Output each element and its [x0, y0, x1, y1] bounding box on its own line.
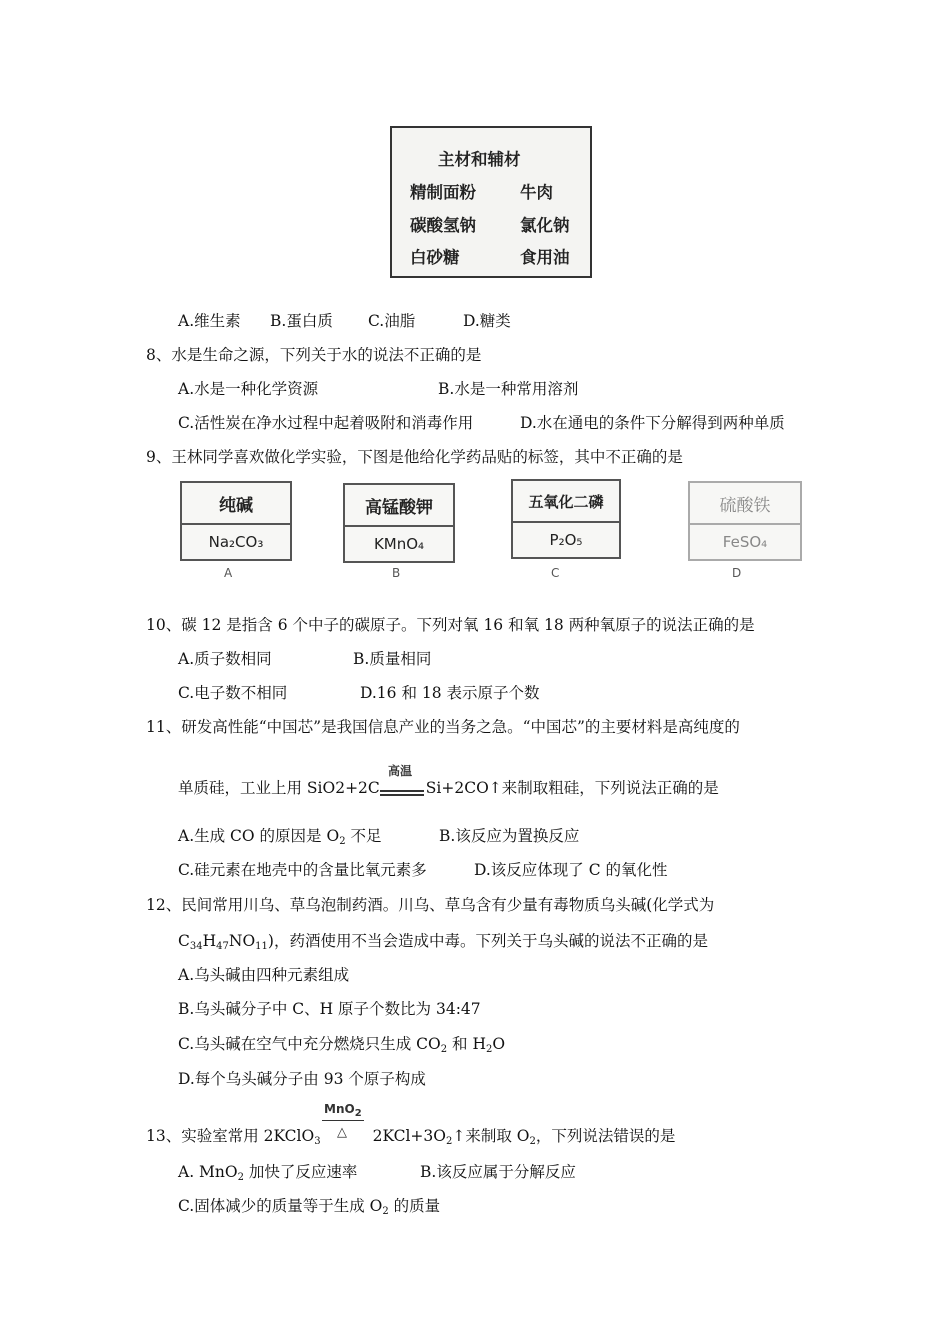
q12-option-d: D.每个乌头碱分子由 93 个原子构成: [178, 1070, 426, 1088]
q7-option-b: B.蛋白质: [270, 312, 333, 330]
ingredient-item: 精制面粉: [410, 183, 476, 202]
q11-option-a: A.生成 CO 的原因是 $O_2$ 不足: [178, 827, 382, 847]
q7-option-a: A.维生素: [178, 312, 241, 330]
q7-option-d: D.糖类: [463, 312, 511, 330]
reagent-label-c: [511, 479, 621, 559]
reagent-label-d: [688, 481, 802, 561]
q13-option-b: B.该反应属于分解反应: [420, 1163, 576, 1181]
reagent-formula: KMnO₄: [373, 535, 425, 553]
q7-option-c: C.油脂: [368, 312, 416, 330]
ingredients-box: [390, 126, 592, 278]
q10-option-d: D.16 和 18 表示原子个数: [360, 684, 540, 702]
q11-option-b: B.该反应为置换反应: [439, 827, 580, 845]
q8-option-a: A.水是一种化学资源: [178, 380, 319, 398]
reagent-name: 高锰酸钾: [345, 485, 453, 527]
q11-stem: 11、研发高性能“中国芯”是我国信息产业的当务之急。“中国芯”的主要材料是高纯度的: [146, 718, 740, 736]
q11-text-pre: 单质硅，工业上用 SiO2+2C: [178, 779, 380, 797]
q10-option-b: B.质量相同: [353, 650, 432, 668]
reagent-name: 硫酸铁: [690, 483, 800, 525]
q10-option-a: A.质子数相同: [178, 650, 272, 668]
reagent-letter: A: [224, 566, 233, 580]
ingredient-item: 食用油: [520, 248, 570, 267]
reagent-label-a: [180, 481, 292, 561]
ingredient-item: 碳酸氢钠: [410, 216, 476, 235]
reagent-letter: B: [392, 566, 401, 580]
ingredient-item: 氯化钠: [520, 216, 570, 235]
q11-equation-line: [178, 778, 719, 798]
reagent-formula: FeSO₄: [722, 533, 768, 551]
q11-text-post: Si+2CO↑来制取粗硅，下列说法正确的是: [425, 779, 719, 797]
reagent-formula: P₂O₅: [549, 531, 583, 549]
q10-stem: 10、碳 12 是指含 6 个中子的碳原子。下列对氧 16 和氧 18 两种氧原子的说法正确的是: [146, 616, 755, 634]
q8-option-b: B.水是一种常用溶剂: [438, 380, 579, 398]
heat-symbol: △: [337, 1125, 347, 1140]
ingredient-item: 牛肉: [520, 183, 553, 202]
q11-option-d: D.该反应体现了 C 的氧化性: [474, 861, 668, 879]
q13-catalyst: MnO$_2$: [324, 1102, 362, 1119]
ingredient-item: 白砂糖: [410, 248, 460, 267]
q12-stem: 12、民间常用川乌、草乌泡制药酒。川乌、草乌含有少量有毒物质乌头碱(化学式为: [146, 896, 715, 914]
q13-stem: 13、实验室常用 2KClO$_3$ $2KCl+3O_2↑$来制取 $O_2$，下列说法错误的是: [146, 1127, 676, 1147]
reaction-bar: [322, 1120, 364, 1121]
reagent-letter: D: [732, 566, 742, 580]
reagent-formula: Na₂CO₃: [208, 533, 264, 551]
reagent-name: 纯碱: [182, 483, 290, 525]
q11-condition: 高温: [388, 764, 413, 778]
q9-stem: 9、王林同学喜欢做化学实验，下图是他给化学药品贴的标签，其中不正确的是: [146, 448, 683, 466]
q11-option-c: C.硅元素在地壳中的含量比氧元素多: [178, 861, 427, 879]
reagent-name: 五氧化二磷: [513, 481, 619, 523]
equals-bar: [380, 794, 424, 796]
q10-option-c: C.电子数不相同: [178, 684, 288, 702]
ingredients-title: 主材和辅材: [438, 150, 521, 169]
reagent-letter: C: [551, 566, 560, 580]
q8-stem: 8、水是生命之源，下列关于水的说法不正确的是: [146, 346, 482, 364]
q12-formula-line: $C_{34}H_{47}NO_{11}$)，药酒使用不当会造成中毒。下列关于乌头碱的说法不正确的是: [178, 932, 708, 952]
q12-option-a: A.乌头碱由四种元素组成: [178, 966, 350, 984]
q13-option-a: A. MnO$_2$ 加快了反应速率: [178, 1163, 358, 1183]
reagent-label-b: [343, 483, 455, 563]
q12-option-b: B.乌头碱分子中 C、H 原子个数比为 34:47: [178, 1000, 481, 1018]
q8-option-c: C.活性炭在净水过程中起着吸附和消毒作用: [178, 414, 474, 432]
q12-option-c: C.乌头碱在空气中充分燃烧只生成 $CO_2$ 和 $H_2O$: [178, 1035, 506, 1055]
q13-option-c: C.固体减少的质量等于生成 $O_2$ 的质量: [178, 1197, 441, 1217]
q8-option-d: D.水在通电的条件下分解得到两种单质: [520, 414, 785, 432]
equals-bar: [380, 790, 424, 792]
